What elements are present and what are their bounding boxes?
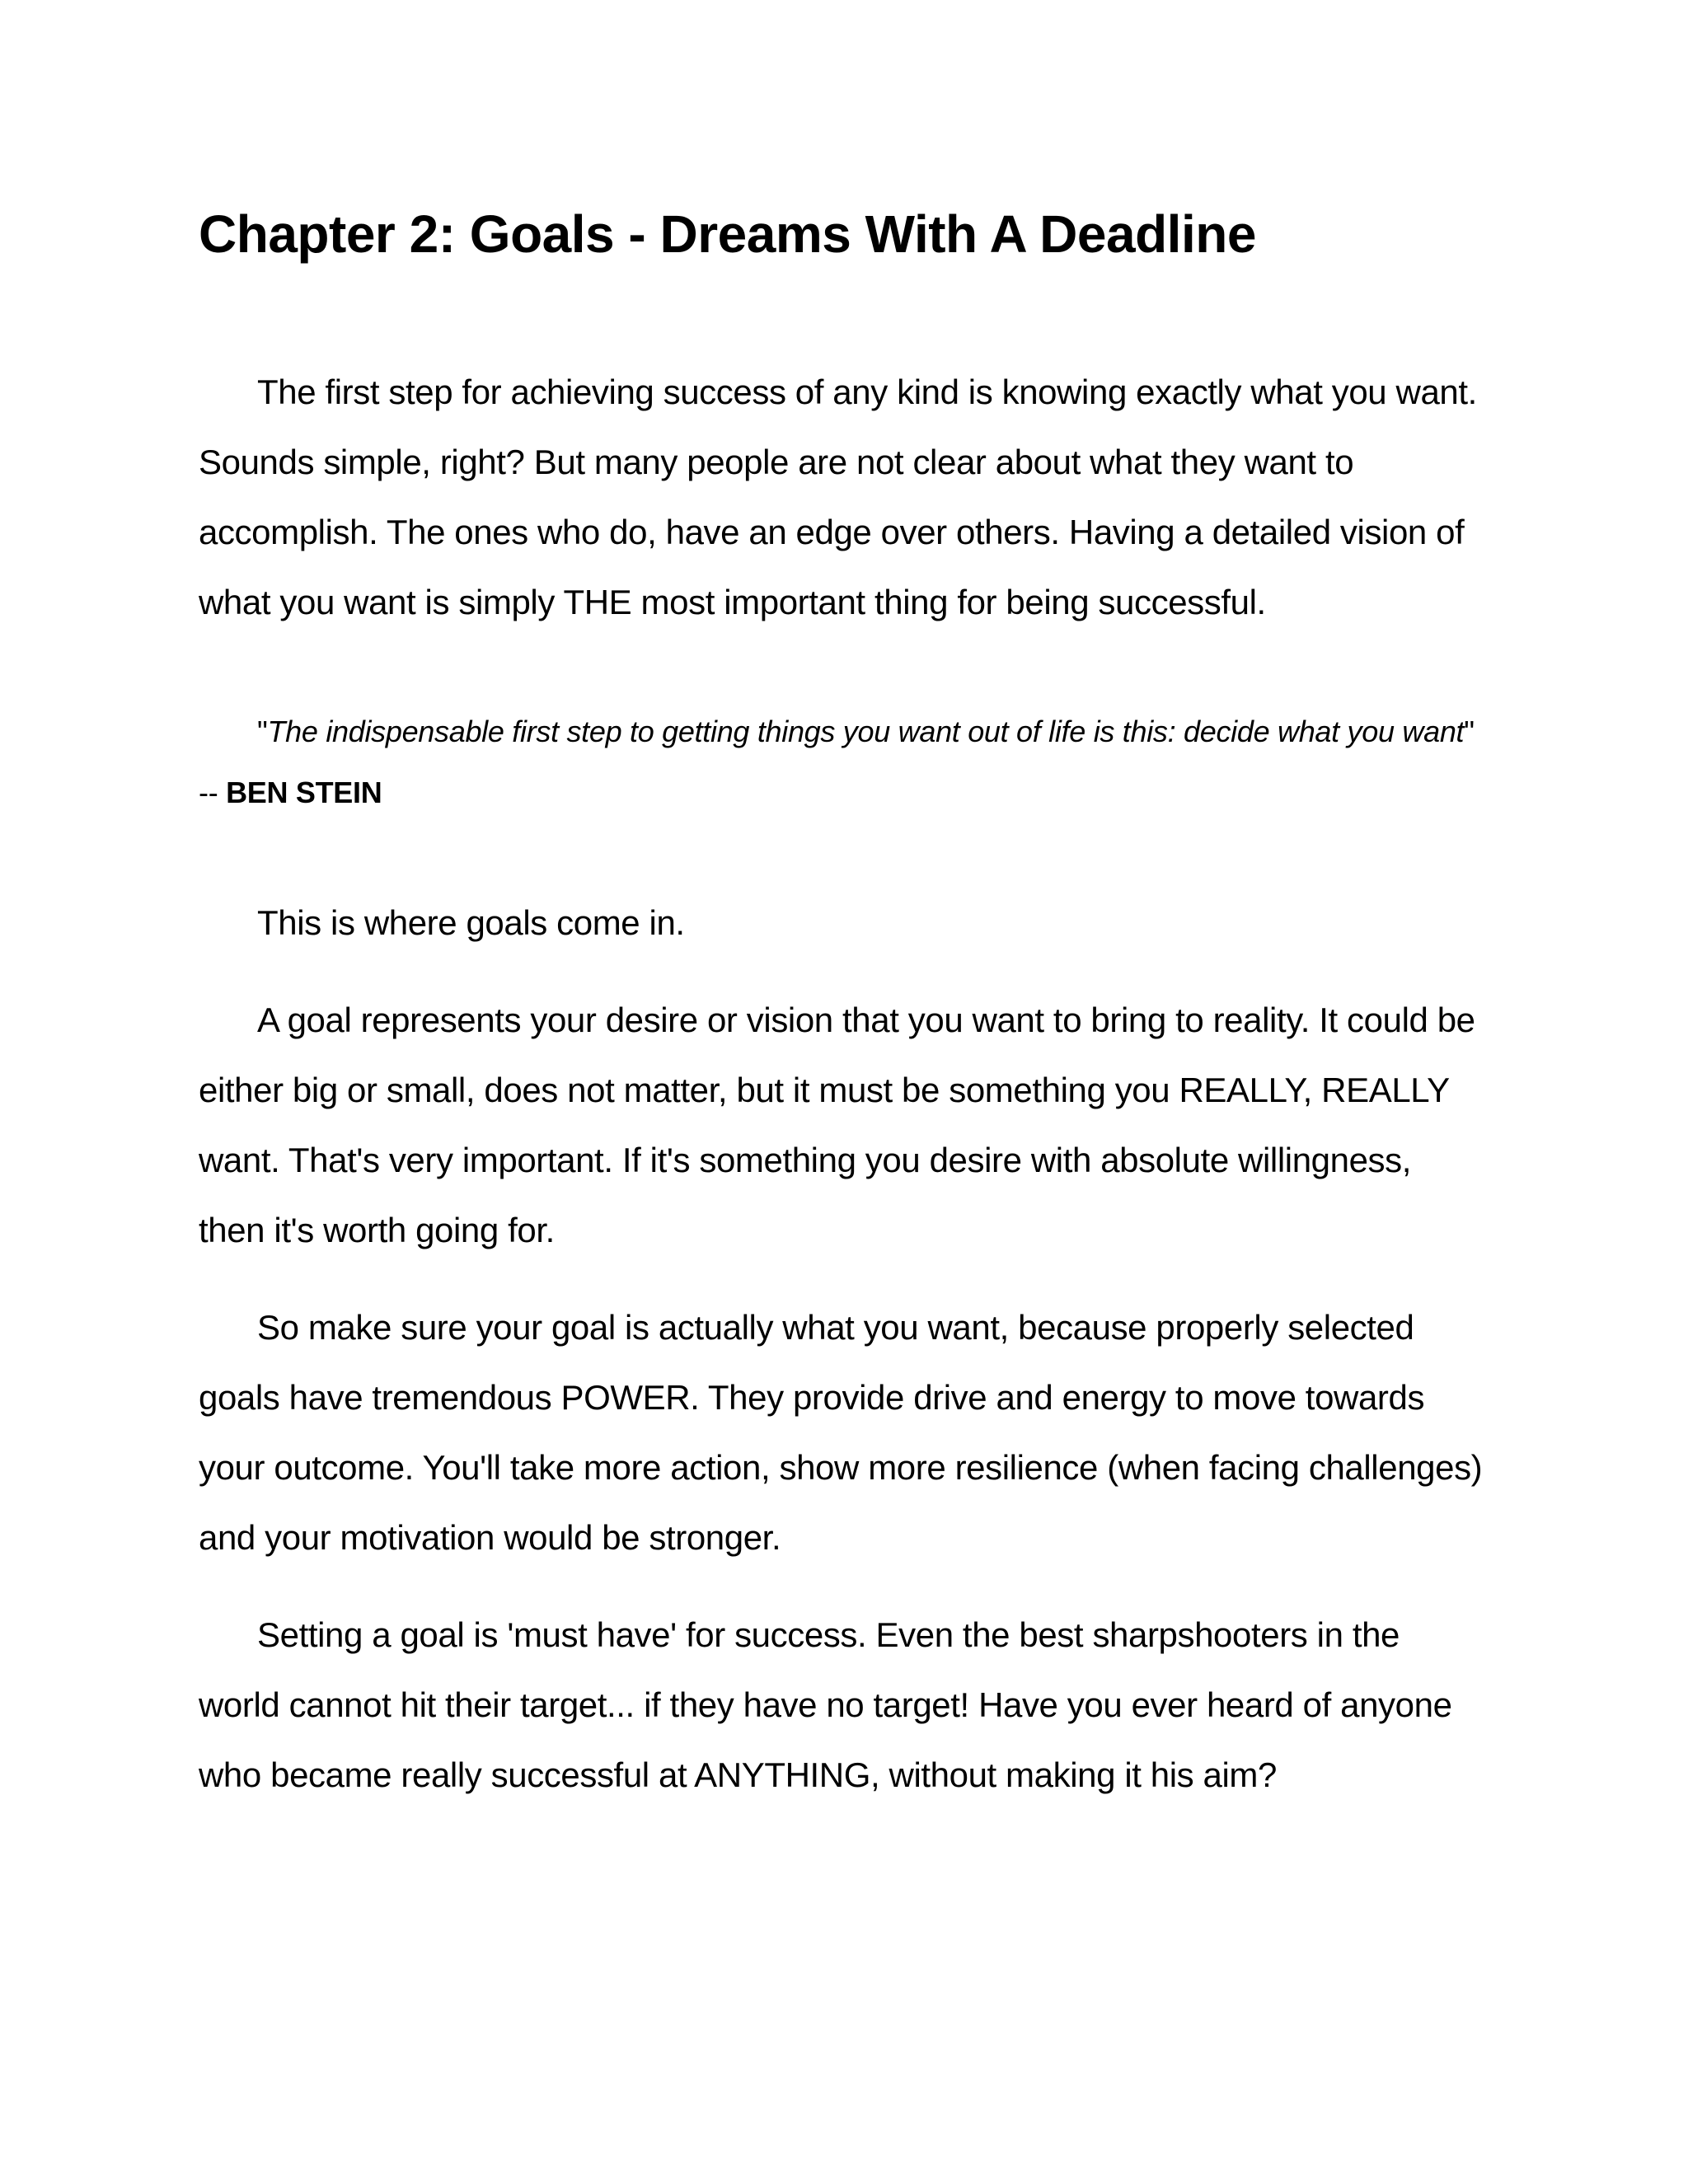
paragraph-must-have: Setting a goal is 'must have' for success. Even the best sharpshooters in the world cannot hit their target... if they have no target! Have you ever heard of anyone who became really successful at ANYTHING, without making it his aim? xyxy=(199,1615,1452,1794)
quote-dash: " -- xyxy=(199,715,1475,809)
paragraph-goal-definition: A goal represents your desire or vision that you want to bring to reality. It could be either big or small, does not matter, but it must be something you REALLY, REALLY want. That's very important. If it's something you desire with absolute willingness, then it's worth going for. xyxy=(199,1001,1475,1249)
page-content xyxy=(199,194,1484,1810)
quote-open-mark: " xyxy=(257,715,268,748)
chapter-title: Chapter 2: Goals - Dreams With A Deadline xyxy=(199,204,1256,264)
paragraph-intro: The first step for achieving success of any kind is knowing exactly what you want. Sounds simple, right? But many people are not clear about what they want to accomplish. The ones who do, have an edge over others. Having a detailed vision of what you want is simply THE most important thing for being successful. xyxy=(199,373,1477,621)
quote-text: The indispensable first step to getting things you want out of life is this: decide what you want xyxy=(267,715,1465,748)
paragraph-goal-power: So make sure your goal is actually what you want, because properly selected goals have tremendous POWER. They provide drive and energy to move towards your outcome. You'll take more action, show more resilience (when facing challenges) and your motivation would be stronger. xyxy=(199,1308,1483,1557)
quote-author: BEN STEIN xyxy=(226,776,382,809)
epigraph-quote xyxy=(199,701,1484,823)
paragraph-goals-come-in: This is where goals come in. xyxy=(257,903,685,942)
